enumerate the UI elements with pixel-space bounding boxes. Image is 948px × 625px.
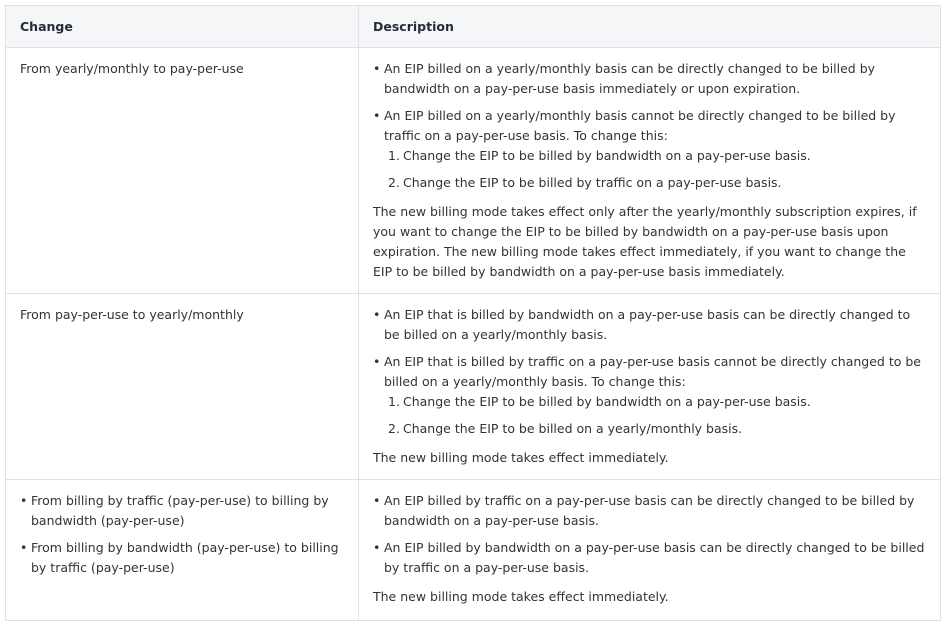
bullet-icon: • bbox=[373, 354, 381, 369]
bullet-icon: • bbox=[20, 540, 28, 555]
bullet-icon: • bbox=[373, 493, 381, 508]
note-text: The new billing mode takes effect immediately. bbox=[373, 589, 669, 604]
step-list bbox=[384, 392, 926, 439]
bullet-text: From billing by bandwidth (pay-per-use) to billing by traffic (pay-per-use) bbox=[31, 540, 339, 575]
bullet-text: From billing by traffic (pay-per-use) to billing by bandwidth (pay-per-use) bbox=[31, 493, 329, 528]
table-row bbox=[6, 480, 940, 620]
step-list bbox=[384, 146, 926, 193]
list-item bbox=[373, 106, 926, 193]
header-description: Description bbox=[373, 19, 454, 34]
bullet-icon: • bbox=[373, 108, 381, 123]
bullet-text: An EIP billed on a yearly/monthly basis cannot be directly changed to be billed by traffic on a pay-per-use basis. To change this: bbox=[384, 108, 896, 143]
change-cell: From yearly/monthly to pay-per-use bbox=[6, 48, 359, 293]
note-text: The new billing mode takes effect only after the yearly/monthly subscription expires, if you want to change the EIP to be billed by bandwidth on a pay-per-use basis upon expiration. The new billing mode takes effect immediately, if you want to change the EIP to be billed by bandwidth on a pay-per-use basis immediately. bbox=[373, 204, 917, 279]
list-item bbox=[20, 538, 344, 578]
change-cell: From pay-per-use to yearly/monthly bbox=[6, 294, 359, 479]
billing-change-table bbox=[5, 5, 941, 621]
step-text: Change the EIP to be billed by bandwidth on a pay-per-use basis. bbox=[403, 148, 811, 163]
bullet-icon: • bbox=[373, 307, 381, 322]
step-text: Change the EIP to be billed by bandwidth on a pay-per-use basis. bbox=[403, 394, 811, 409]
change-cell bbox=[6, 480, 359, 620]
step-item bbox=[388, 173, 926, 193]
list-item bbox=[20, 491, 344, 531]
list-item bbox=[373, 352, 926, 439]
step-item bbox=[388, 419, 926, 439]
header-change: Change bbox=[6, 6, 359, 47]
list-item bbox=[373, 59, 926, 99]
step-number: 2. bbox=[388, 175, 400, 190]
list-item bbox=[373, 305, 926, 345]
step-number: 2. bbox=[388, 421, 400, 436]
description-cell bbox=[359, 294, 940, 479]
step-item bbox=[388, 392, 926, 412]
description-cell bbox=[359, 48, 940, 293]
bullet-text: An EIP that is billed by traffic on a pay-per-use basis cannot be directly changed to be billed on a yearly/monthly basis. To change this: bbox=[384, 354, 921, 389]
table-row bbox=[6, 48, 940, 294]
list-item bbox=[373, 538, 926, 578]
table-row bbox=[6, 294, 940, 480]
step-number: 1. bbox=[388, 148, 400, 163]
bullet-text: An EIP billed by traffic on a pay-per-use basis can be directly changed to be billed by bandwidth on a pay-per-use basis. bbox=[384, 493, 915, 528]
bullet-text: An EIP billed by bandwidth on a pay-per-use basis can be directly changed to be billed by traffic on a pay-per-use basis. bbox=[384, 540, 925, 575]
bullet-icon: • bbox=[373, 61, 381, 76]
list-item bbox=[373, 491, 926, 531]
step-number: 1. bbox=[388, 394, 400, 409]
bullet-icon: • bbox=[373, 540, 381, 555]
note-text: The new billing mode takes effect immediately. bbox=[373, 450, 669, 465]
step-text: Change the EIP to be billed by traffic on a pay-per-use basis. bbox=[403, 175, 782, 190]
bullet-text: An EIP billed on a yearly/monthly basis can be directly changed to be billed by bandwidth on a pay-per-use basis immediately or upon expiration. bbox=[384, 61, 876, 96]
bullet-text: An EIP that is billed by bandwidth on a pay-per-use basis can be directly changed to be billed on a yearly/monthly basis. bbox=[384, 307, 911, 342]
table-header-row bbox=[6, 6, 940, 48]
description-cell bbox=[359, 480, 940, 620]
bullet-icon: • bbox=[20, 493, 28, 508]
step-text: Change the EIP to be billed on a yearly/monthly basis. bbox=[403, 421, 743, 436]
step-item bbox=[388, 146, 926, 166]
